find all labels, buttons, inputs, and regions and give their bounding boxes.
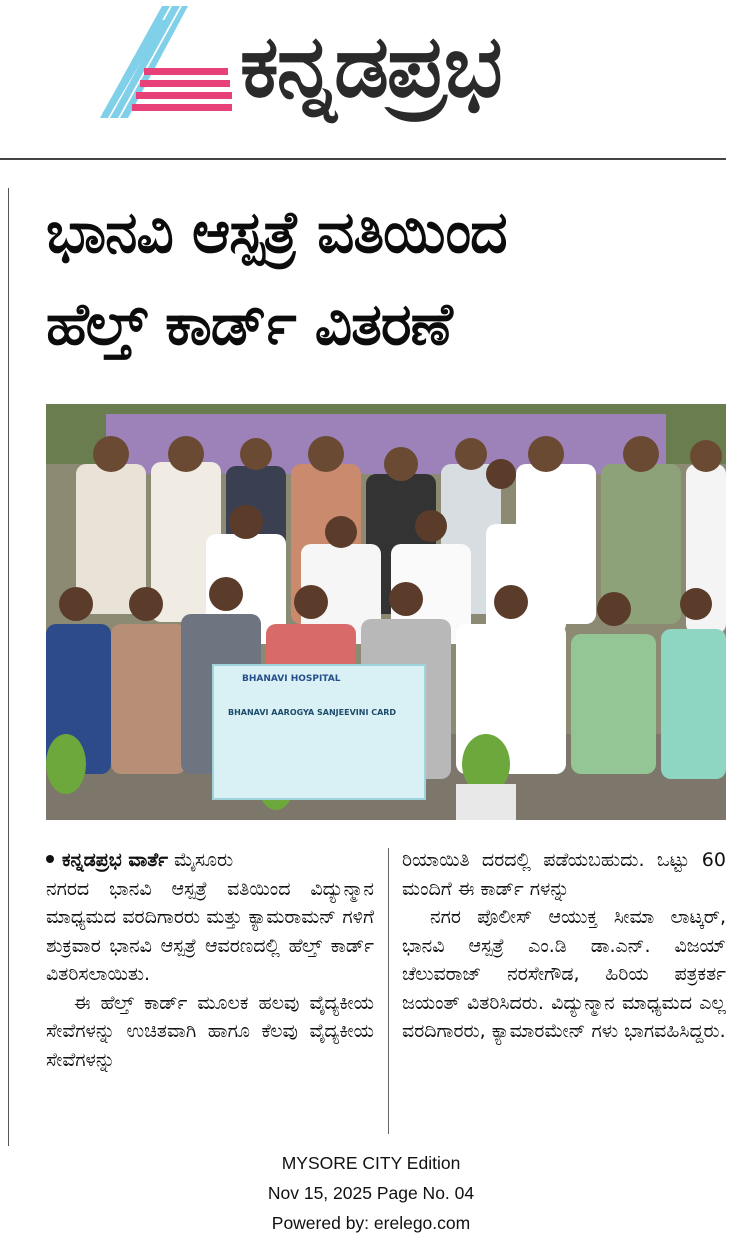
- page-left-rule: [8, 188, 9, 1146]
- right-paragraph-1: ರಿಯಾಯಿತಿ ದರದಲ್ಲಿ ಪಡೆಯಬಹುದು. ಒಟ್ಟು 60 ಮಂದಿಗೆ ಈ ಕಾರ್ಡ್ ಗಳನ್ನು: [402, 849, 726, 900]
- footer-edition: MYSORE CITY Edition: [281, 1153, 461, 1173]
- article-column-right: [402, 846, 726, 1046]
- article-photo: [46, 404, 726, 820]
- dateline-place: ಮೈಸೂರು: [174, 849, 234, 871]
- masthead: [0, 0, 742, 160]
- right-paragraph-2: ನಗರ ಪೊಲೀಸ್ ಆಯುಕ್ತ ಸೀಮಾ ಲಾಟ್ಕರ್, ಭಾನವಿ ಆಸ್ಪತ್ರೆ ಎಂ.ಡಿ ಡಾ.ಎನ್. ವಿಜಯ್ ಚೆಲುವರಾಜ್ ನರಸೇಗೌಡ, ಹಿರಿಯ ಪತ್ರಕರ್ತ ಜಯಂತ್ ವಿತರಿಸಿದರು. ವಿದ್ಯುನ್ಮಾನ ಮಾಧ್ಯಮದ ಎಲ್ಲ ವರದಿಗಾರರು, ಕ್ಯಾಮಾರಮೇನ್ ಗಳು ಭಾಗವಹಿಸಿದ್ದರು.: [402, 906, 726, 1042]
- footer-powered-by: Powered by: erelego.com: [271, 1213, 471, 1233]
- left-paragraph-1: ನಗರದ ಭಾನವಿ ಆಸ್ಪತ್ರೆ ವತಿಯಿಂದ ವಿದ್ಯುನ್ಮಾನ ಮಾಧ್ಯಮದ ವರದಿಗಾರರು ಮತ್ತು ಕ್ಯಾಮರಾಮನ್ ಗಳಿಗೆ ಶುಕ್ರವಾರ ಭಾನವಿ ಆಸ್ಪತ್ರೆ ಆವರಣದಲ್ಲಿ ಹೆಲ್ತ್ ಕಾರ್ಡ್ ವಿತರಿಸಲಾಯಿತು.: [46, 877, 374, 985]
- footer-date-page: Nov 15, 2025 Page No. 04: [267, 1183, 475, 1203]
- bullet-icon: [46, 855, 54, 863]
- masthead-divider: [0, 158, 726, 160]
- headline-line-2: ಹೆಲ್ತ್ ಕಾರ್ಡ್ ವಿತರಣೆ: [46, 290, 452, 358]
- article-column-left: [46, 846, 374, 1074]
- left-paragraph-2: ಈ ಹೆಲ್ತ್ ಕಾರ್ಡ್ ಮೂಲಕ ಹಲವು ವೈದ್ಯಕೀಯ ಸೇವೆಗಳನ್ನು ಉಚಿತವಾಗಿ ಹಾಗೂ ಕೆಲವು ವೈದ್ಯಕೀಯ ಸೇವೆಗಳನ್ನು: [46, 991, 374, 1071]
- health-card-board: [212, 664, 426, 800]
- headline-line-1: ಭಾನವಿ ಆಸ್ಪತ್ರೆ ವತಿಯಿಂದ: [46, 198, 507, 266]
- column-divider: [388, 848, 389, 1134]
- masthead-logo-text: ಕನ್ನಡಪ್ರಭ: [240, 17, 501, 117]
- card-title-text: BHANAVI AAROGYA SANJEEVINI CARD: [228, 708, 397, 717]
- kannadaprabha-triangle-logo-icon: [100, 6, 240, 118]
- card-brand-text: BHANAVI HOSPITAL: [242, 674, 341, 684]
- dateline: [46, 846, 374, 875]
- article-headline: [46, 186, 732, 370]
- dateline-source: ಕನ್ನಡಪ್ರಭ ವಾರ್ತೆ: [62, 849, 168, 871]
